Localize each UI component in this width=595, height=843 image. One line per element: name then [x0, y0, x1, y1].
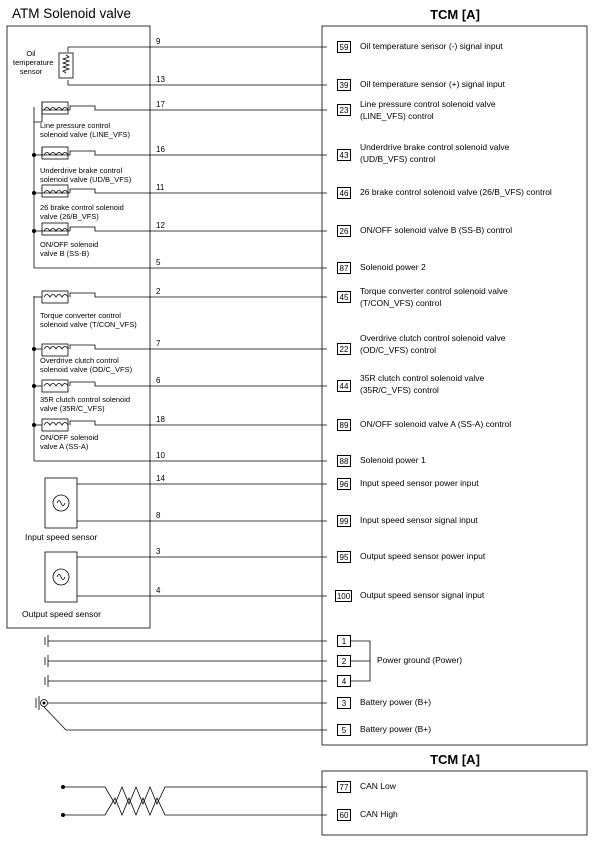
ssa-solenoid-label: ON/OFF solenoid valve A (SS-A)	[40, 433, 99, 451]
tcm-signal-label: 35R clutch control solenoid valve	[360, 373, 485, 383]
wire-number: 11	[156, 183, 165, 192]
can-low-label: CAN Low	[360, 781, 396, 791]
ground-pin: 1	[337, 635, 351, 647]
tcm-pin: 95	[337, 551, 351, 563]
r35-solenoid-label: 35R clutch control solenoid valve (35R/C_VFS)	[40, 395, 131, 413]
tcm-pin: 59	[337, 41, 351, 53]
wire-number: 17	[156, 100, 165, 109]
wire-number: 7	[156, 339, 161, 348]
tcm-signal-label: Solenoid power 1	[360, 455, 426, 465]
wire-number: 10	[156, 451, 165, 460]
ground-pin: 4	[337, 675, 351, 687]
line-solenoid-label: Line pressure control solenoid valve (LINE_VFS)	[40, 121, 131, 139]
tcm-pin: 100	[336, 592, 351, 601]
tcm-header-top: TCM [A]	[430, 7, 480, 22]
wire-number: 13	[156, 75, 165, 84]
battery-pin: 3	[337, 697, 351, 709]
can-high-label: CAN High	[360, 809, 398, 819]
battery-pin: 5	[337, 724, 351, 736]
wire-number: 9	[156, 37, 161, 46]
tcm-signal-label: 26 brake control solenoid valve (26/B_VFS) control	[360, 187, 552, 197]
wire-number: 4	[156, 586, 161, 595]
tcm-signal-label: (UD/B_VFS) control	[360, 154, 436, 164]
tcm-signal-label: Output speed sensor signal input	[360, 590, 485, 600]
tcm-pin: 39	[337, 79, 351, 91]
tcm-signal-label: ON/OFF solenoid valve A (SS-A) control	[360, 419, 512, 429]
tcm-signal-label: Input speed sensor signal input	[360, 515, 478, 525]
odc-solenoid-label: Overdrive clutch control solenoid valve (OD/C_VFS)	[40, 356, 133, 374]
tcm-header-bottom: TCM [A]	[430, 752, 480, 767]
wire-number: 3	[156, 547, 161, 556]
tcm-pin: 46	[337, 187, 351, 199]
wire-number: 16	[156, 145, 165, 154]
ssb-solenoid-label: ON/OFF solenoid valve B (SS-B)	[40, 240, 99, 258]
ground-pin: 2	[337, 655, 351, 667]
wire-number: 18	[156, 415, 165, 424]
can-pin: 77	[337, 781, 351, 793]
tcm-signal-label: Oil temperature sensor (+) signal input	[360, 79, 505, 89]
tcm-pin: 43	[337, 149, 351, 161]
output-speed-sensor-label: Output speed sensor	[22, 609, 101, 619]
tcm-signal-label: (LINE_VFS) control	[360, 111, 434, 121]
tcm-signal-label: Underdrive brake control solenoid valve	[360, 142, 510, 152]
wire-number: 12	[156, 221, 165, 230]
wire-number: 6	[156, 376, 161, 385]
tcm-signal-label: Line pressure control solenoid valve	[360, 99, 496, 109]
tcm-pin: 88	[337, 455, 351, 467]
tcm-pin: 44	[337, 380, 351, 392]
tcm-signal-label: Torque converter control solenoid valve	[360, 286, 508, 296]
wire-number: 8	[156, 511, 161, 520]
wire-number: 14	[156, 474, 165, 483]
tcm-signal-label: Oil temperature sensor (-) signal input	[360, 41, 503, 51]
tcm-pin: 89	[337, 419, 351, 431]
b26-solenoid-label: 26 brake control solenoid valve (26/B_VFS)	[40, 203, 124, 221]
ground-label: Power ground (Power)	[377, 655, 463, 665]
tcm-pin: 96	[337, 478, 351, 490]
tcon-solenoid-label: Torque converter control solenoid valve (T/CON_VFS)	[40, 311, 137, 329]
tcm-signal-label: (OD/C_VFS) control	[360, 345, 437, 355]
can-pin: 60	[337, 809, 351, 821]
tcm-signal-label: Output speed sensor power input	[360, 551, 486, 561]
tcm-pin: 26	[337, 225, 351, 237]
oil-temp-label: Oil temperature sensor	[13, 49, 54, 76]
atm-solenoid-header: ATM Solenoid valve	[12, 6, 132, 21]
input-speed-sensor-label: Input speed sensor	[25, 532, 98, 542]
wire-number: 5	[156, 258, 161, 267]
tcm-signal-label: Input speed sensor power input	[360, 478, 479, 488]
tcm-signal-label: Overdrive clutch control solenoid valve	[360, 333, 506, 343]
tcm-signal-label: ON/OFF solenoid valve B (SS-B) control	[360, 225, 513, 235]
udb-solenoid-label: Underdrive brake control solenoid valve (UD/B_VFS)	[40, 166, 132, 184]
tcm-pin: 45	[337, 291, 351, 303]
battery-label: Battery power (B+)	[360, 697, 432, 707]
tcm-signal-label: (T/CON_VFS) control	[360, 298, 442, 308]
tcm-pin: 87	[337, 262, 351, 274]
tcm-pin: 23	[337, 104, 351, 116]
tcm-pin: 99	[337, 515, 351, 527]
tcm-pin: 22	[337, 343, 351, 355]
battery-label: Battery power (B+)	[360, 724, 432, 734]
tcm-signal-label: Solenoid power 2	[360, 262, 426, 272]
tcm-signal-label: (35R/C_VFS) control	[360, 385, 439, 395]
wire-number: 2	[156, 287, 161, 296]
